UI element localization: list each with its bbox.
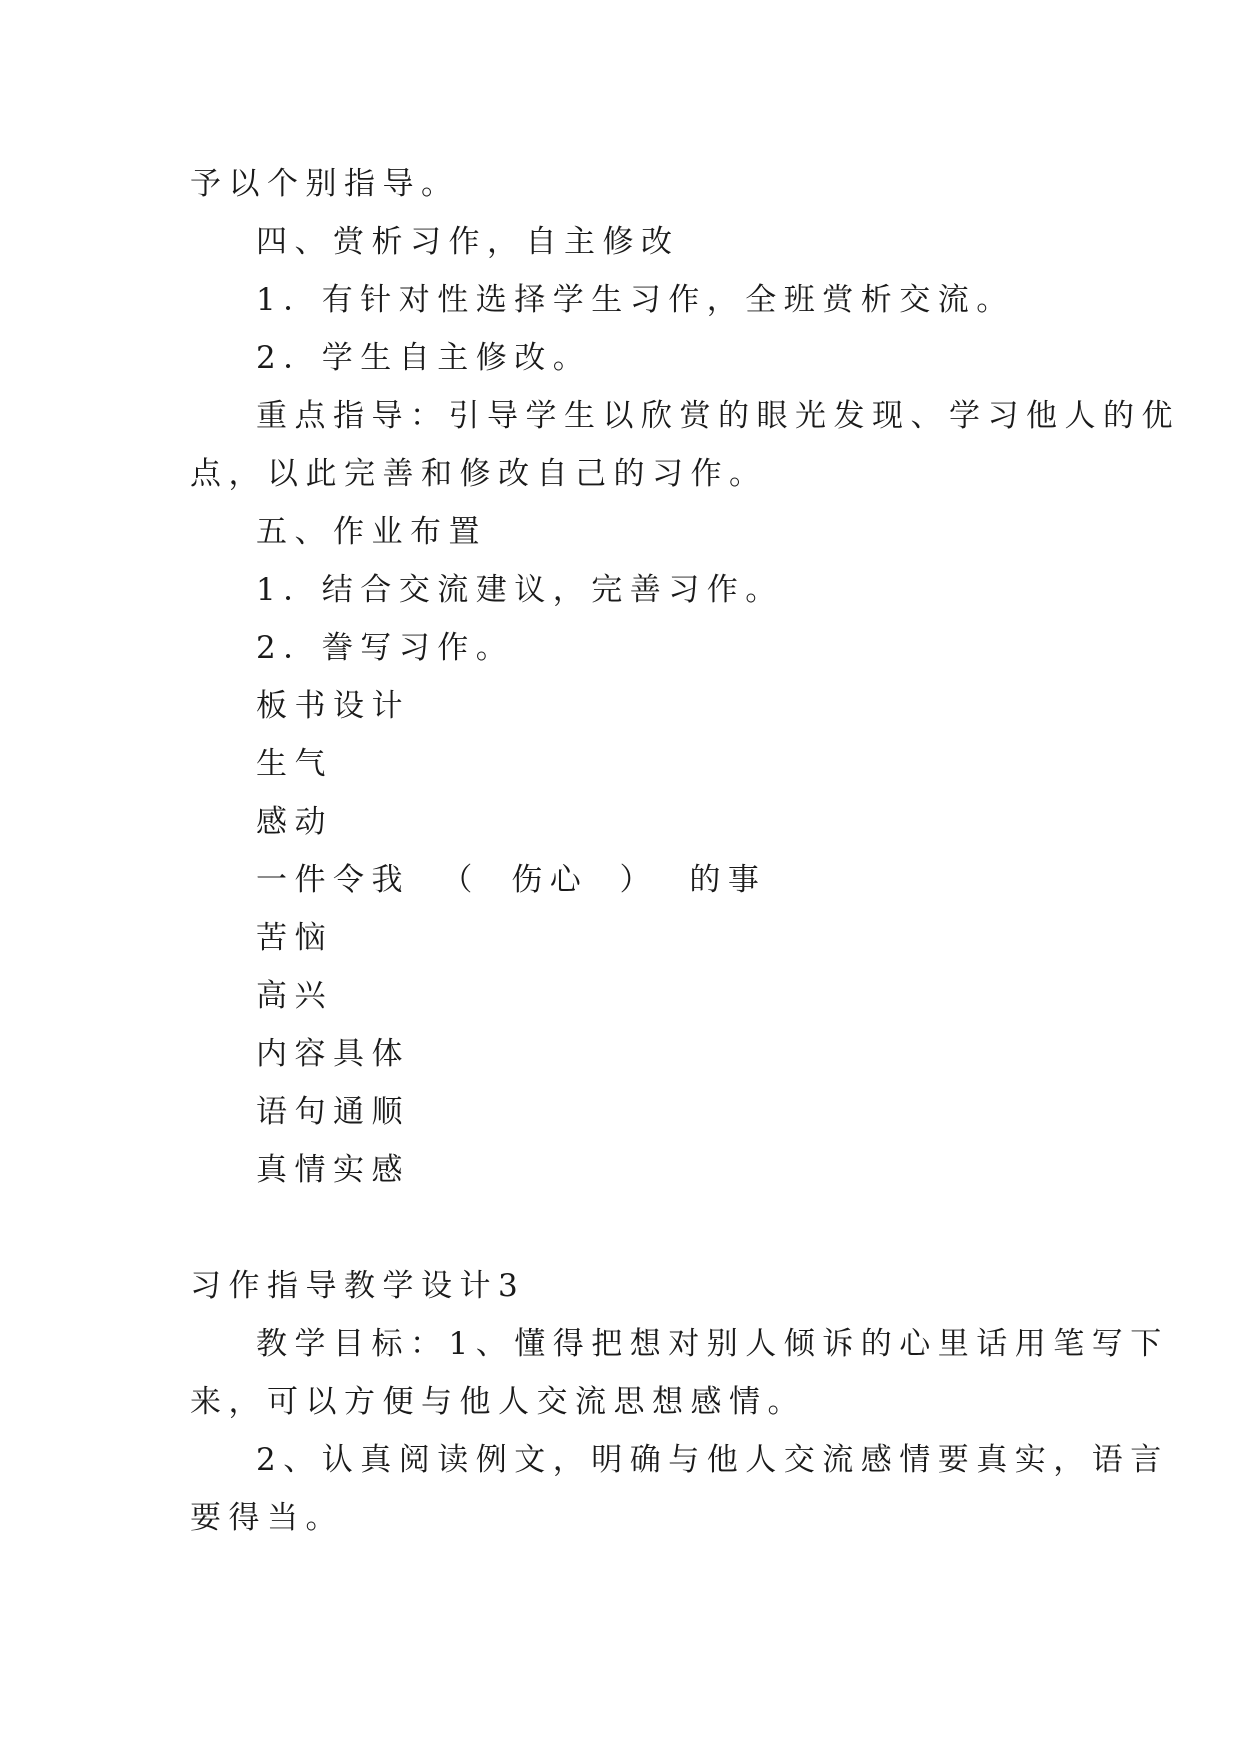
paragraph-line: 点，以此完善和修改自己的习作。: [190, 456, 768, 492]
board-item: 内容具体: [256, 1036, 410, 1072]
list-item: 2．誊写习作。: [256, 630, 515, 666]
list-item: 1．有针对性选择学生习作，全班赏析交流。: [256, 282, 1015, 318]
paragraph-line: 2、认真阅读例文，明确与他人交流感情要真实，语言: [256, 1442, 1169, 1478]
board-item: 真情实感: [256, 1152, 410, 1188]
board-item: 语句通顺: [256, 1094, 410, 1130]
document-subtitle: 习作指导教学设计3: [190, 1268, 526, 1304]
board-item: 感动: [256, 804, 333, 840]
board-item: 苦恼: [256, 920, 333, 956]
paragraph-line: 教学目标：1、懂得把想对别人倾诉的心里话用笔写下: [256, 1326, 1169, 1362]
board-design-heading: 板书设计: [256, 688, 410, 724]
section-heading: 四、赏析习作，自主修改: [256, 224, 680, 260]
board-item: 高兴: [256, 978, 333, 1014]
board-item: 生气: [256, 746, 333, 782]
paragraph-line: 予以个别指导。: [190, 166, 460, 202]
paragraph-line: 重点指导：引导学生以欣赏的眼光发现、学习他人的优: [256, 398, 1180, 434]
section-heading: 五、作业布置: [256, 514, 487, 550]
paragraph-line: 要得当。: [190, 1500, 344, 1536]
paragraph-line: 来，可以方便与他人交流思想感情。: [190, 1384, 806, 1420]
list-item: 1．结合交流建议，完善习作。: [256, 572, 784, 608]
board-title: 一件令我 （ 伤心 ） 的事: [256, 862, 767, 898]
list-item: 2．学生自主修改。: [256, 340, 592, 376]
